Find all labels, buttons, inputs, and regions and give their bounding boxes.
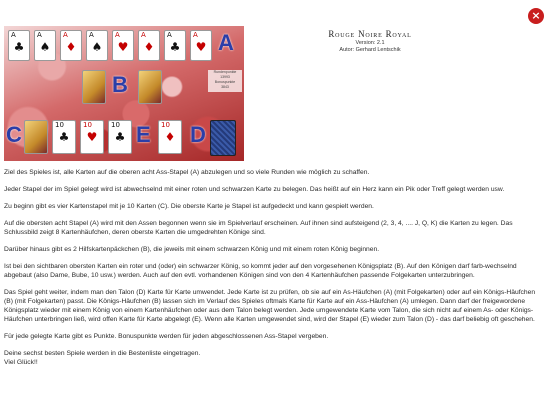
paragraph: Darüber hinaus gibt es 2 Hilfskartenpäckchen (B), die jeweils mit einem schwarzen König und mit einem roten König beginnen.: [4, 246, 380, 253]
paragraph: Zu beginn gibt es vier Kartenstapel mit je 10 Karten (C). Die oberste Karte je Stapel ist aufgedeckt und kann gespielt werden.: [4, 203, 374, 210]
foundation-card: A ♣: [164, 30, 186, 61]
instructions-text: [4, 168, 544, 375]
foundation-card: A ♠: [34, 30, 56, 61]
paragraph: Auf die obersten acht Stapel (A) wird mit den Assen begonnen wenn sie im Spielverlauf erscheinen. Auf ihnen sind aufsteigend (2, 3, 4, .... J, Q, K) die Karten zu legen. Das Schlussbild zeigt 8 Kartenhäufchen, deren oberste Karten die umgedrehten Könige sind.: [4, 220, 513, 236]
tableau-card: 10 ♥: [80, 120, 104, 154]
paragraph: Jeder Stapel der im Spiel gelegt wird ist abwechselnd mit einer roten und schwarzen Karte zu belegen. Das heißt auf ein Herz kann ein Pik oder Treff gelegt werden usw.: [4, 186, 505, 193]
foundation-card: A ♥: [190, 30, 212, 61]
score-panel: [208, 70, 242, 92]
tableau-card: 10 ♣: [52, 120, 76, 154]
foundation-card: A ♣: [8, 30, 30, 61]
game-screenshot: [4, 26, 244, 161]
king-card: [82, 70, 106, 104]
tableau-card: 10 ♣: [108, 120, 132, 154]
bonus-label: Bonuspunkte: [214, 80, 236, 84]
author-text: Autor: Gerhard Lentschik: [339, 47, 401, 53]
label-a: A: [218, 30, 234, 55]
waste-card: 10 ♦: [158, 120, 182, 154]
label-e: E: [136, 122, 151, 147]
paragraph: Ist bei den sichtbaren obersten Karten ein roter und (oder) ein schwarzer König, so kommt jeder auf den vorgesehenen Königsplatz (B). Auf den Königen darf farb-wechselnd abgebaut (also Dame, Bube, 10 usw.) werden. Auch auf den evtl. vorhandenen Königen sind von den 4 Kartenhäufchen passende Folgekarten unterzubringen.: [4, 263, 517, 279]
version-text: Version: 2.1: [355, 40, 385, 46]
tableau-card: [24, 120, 48, 154]
paragraph: Für jede gelegte Karte gibt es Punkte. Bonuspunkte werden für jeden abgeschlossenen Ass-Stapel vergeben.: [4, 333, 329, 340]
paragraph: Ziel des Spieles ist, alle Karten auf die oberen acht Ass-Stapel (A) abzulegen und so viele Runden wie möglich zu schaffen.: [4, 169, 370, 176]
label-d: D: [190, 122, 206, 147]
app-title: Rouge Noire Royal: [328, 29, 412, 39]
king-card: [138, 70, 162, 104]
close-icon[interactable]: ×: [528, 8, 544, 24]
talon-card: [210, 120, 236, 156]
score-label: Rundenpunkte: [213, 70, 237, 74]
foundation-card: A ♥: [112, 30, 134, 61]
paragraph: Deine sechst besten Spiele werden in die Bestenliste eingetragen. Viel Glück!!: [4, 350, 201, 366]
score-value: 13993: [220, 75, 230, 79]
label-c: C: [6, 122, 22, 147]
bonus-value: 3843: [221, 85, 229, 89]
foundation-card: A ♦: [60, 30, 82, 61]
paragraph: Das Spiel geht weiter, indem man den Talon (D) Karte für Karte umwendet. Jede Karte ist zu prüfen, ob sie auf ein As-Häufchen (A) (mit Folgekarten) oder auf ein Königs-Häufchen (B) (mit Folgekarten) passt. Die Königs-Häufchen (B) lassen sich im Verlauf des Spieles oftmals Karte für Karte auf ein Ass-Häufchen (A) umlegen. Dann darf der freigewordene Königsplatz wieder mit einem König von einem Kartenhäufchen oder aus dem Talon belegt werden. Jede umgewendete Karte vom Talon, die sich nicht auf einem As- oder Königs-Häufchen unterbringen ließ, wird offen Karte für Karte abgelegt (E). Wenn alle Karten umgewendet sind, wird der Stapel (E) wieder zum Talon (D) - das darf beliebig oft geschehen.: [4, 289, 536, 323]
foundation-card: A ♦: [138, 30, 160, 61]
app-header: [290, 29, 450, 53]
label-b: B: [112, 72, 128, 97]
foundation-card: A ♠: [86, 30, 108, 61]
